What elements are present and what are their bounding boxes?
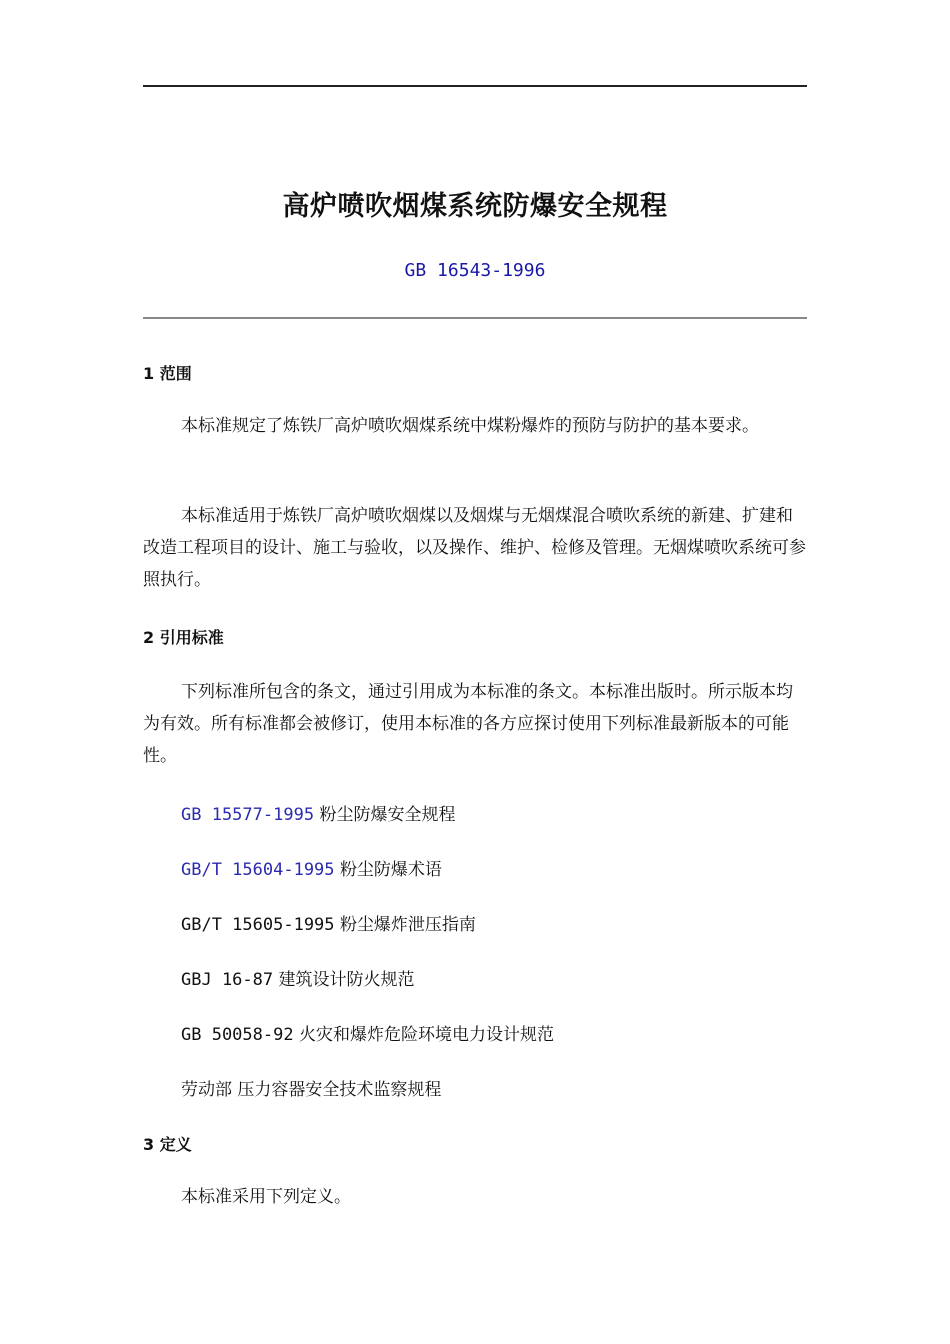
reference-item (181, 1020, 554, 1045)
reference-item (181, 910, 476, 935)
section-1-paragraph-1: 本标准规定了炼铁厂高炉喷吹烟煤系统中煤粉爆炸的预防与防护的基本要求。 (181, 416, 759, 436)
reference-item (181, 855, 442, 880)
document-title: 高炉喷吹烟煤系统防爆安全规程 (282, 191, 668, 222)
reference-item (181, 800, 455, 825)
reference-title: 粉尘防爆安全规程 (319, 805, 456, 825)
header-divider (143, 317, 807, 319)
section-heading-definitions: 3 定义 (143, 1135, 192, 1154)
reference-title: 火灾和爆炸危险环境电力设计规范 (299, 1025, 554, 1045)
section-1-paragraph-2: 本标准适用于炼铁厂高炉喷吹烟煤以及烟煤与无烟煤混合喷吹系统的新建、扩建和改造工程项目的设计、施工与验收，以及操作、维护、检修及管理。无烟煤喷吹系统可参照执行。 (143, 506, 806, 590)
reference-link[interactable]: GB/T 15604-1995 (181, 860, 335, 880)
reference-title: 压力容器安全技术监察规程 (237, 1080, 442, 1100)
reference-code: GB 50058-92 (181, 1025, 294, 1045)
reference-title: 粉尘防爆术语 (339, 860, 442, 880)
standard-number: GB 16543-1996 (404, 260, 546, 281)
reference-code: GBJ 16-87 (181, 970, 274, 990)
reference-item (181, 1075, 441, 1100)
top-rule (143, 85, 807, 87)
section-2-paragraph-1: 下列标准所包含的条文，通过引用成为本标准的条文。本标准出版时。所示版本均为有效。所有标准都会被修订，使用本标准的各方应探讨使用下列标准最新版本的可能性。 (143, 682, 793, 766)
reference-link[interactable]: GB 15577-1995 (181, 805, 315, 825)
section-heading-scope: 1 范围 (143, 364, 192, 383)
reference-title: 建筑设计防火规范 (278, 970, 415, 990)
reference-code: 劳动部 (181, 1080, 232, 1100)
reference-code: GB/T 15605-1995 (181, 915, 335, 935)
section-heading-references: 2 引用标准 (143, 628, 224, 647)
section-3-paragraph-1: 本标准采用下列定义。 (181, 1187, 351, 1207)
reference-item (181, 965, 415, 990)
reference-title: 粉尘爆炸泄压指南 (339, 915, 476, 935)
